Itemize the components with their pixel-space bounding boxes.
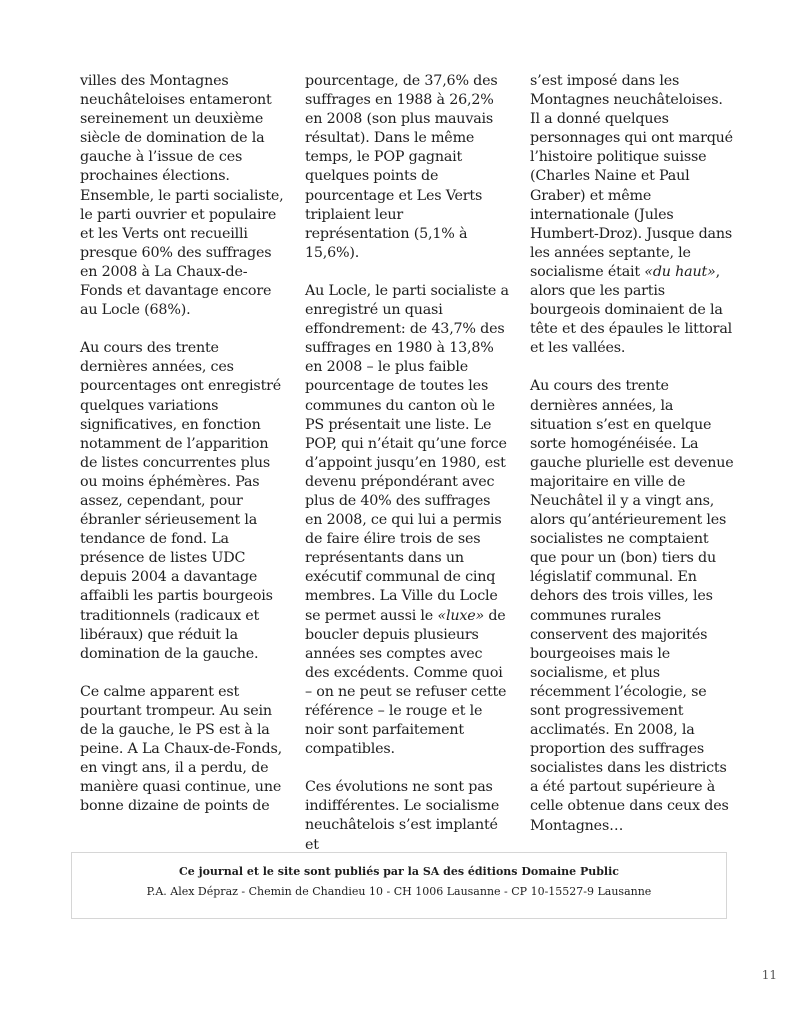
page-number: 11 <box>761 968 777 982</box>
text-run: Au cours des trente dernières années, ces pourcentages ont enregistré quelques variations significatives, en fonction notamment de l’apparition de listes concurrentes plus ou moins éphémères. Pas assez, cependant, pour ébranler sérieusement la tendance de fond. La présence de listes UDC depuis 2004 a davantage affaibli les partis bourgeois traditionnels (radicaux et libéraux) que réduit la domination de la gauche. <box>80 340 282 662</box>
text-run: pourcentage, de 37,6% des suffrages en 1988 à 26,2% en 2008 (son plus mauvais résultat). Dans le même temps, le POP gagnait quelques points de pourcentage et Les Verts triplaient leur représentation (5,1% à 15,6%). <box>305 73 498 261</box>
article-column-2 <box>305 72 509 874</box>
text-run: Ce calme apparent est pourtant trompeur. Au sein de la gauche, le PS est à la peine. A La Chaux-de-Fonds, en vingt ans, il a perdu, de manière quasi continue, une bonne dizaine de points de <box>80 683 282 815</box>
publisher-footer <box>71 852 727 919</box>
publisher-address: P.A. Alex Dépraz - Chemin de Chandieu 10 - CH 1006 Lausanne - CP 10-15527-9 Lausanne <box>146 885 652 898</box>
article-paragraph <box>305 72 509 263</box>
article-paragraph <box>80 72 284 320</box>
text-run: s’est imposé dans les Montagnes neuchâteloises. Il a donné quelques personnages qui ont marqué l’histoire politique suisse (Charles Naine et Paul Graber) et même internationale (Jules Humbert-Droz). Jusque dans les années septante, le socialisme était <box>530 73 733 280</box>
text-run: de boucler depuis plusieurs années ses comptes avec des excédents. Comme quoi – on ne peut se refuser cette référence – le rouge et le noir sont parfaitement compatibles. <box>305 607 507 758</box>
article-paragraph <box>305 282 509 759</box>
article-paragraph <box>80 339 284 664</box>
article-paragraph <box>530 377 734 835</box>
text-run: Ces évolutions ne sont pas indifférentes. Le socialisme neuchâtelois s’est implanté et <box>305 779 500 853</box>
text-run: Au cours des trente dernières années, la situation s’est en quelque sorte homogénéisée. La gauche plurielle est devenue majoritaire en ville de Neuchâtel il y a vingt ans, alors qu’antérieurement les socialistes ne comptaient que pour un (bon) tiers du législatif communal. En dehors des trois villes, les communes rurales conservent des majorités bourgeoises mais le socialisme, et plus récemment l’écologie, se sont progressivement acclimatés. En 2008, la proportion des suffrages socialistes dans les districts a été partout supérieure à celle obtenue dans ceux des Montagnes… <box>530 378 734 834</box>
article-paragraph <box>530 72 734 358</box>
text-run: , alors que les partis bourgeois dominaient de la tête et des épaules le littoral et les vallées. <box>530 263 733 357</box>
article-paragraph <box>80 683 284 817</box>
text-run: Au Locle, le parti socialiste a enregistré un quasi effondrement: de 43,7% des suffrages en 1980 à 13,8% en 2008 – le plus faible pourcentage de toutes les communes du canton où le PS présentait une liste. Le POP, qui n’était qu’une force d’appoint jusqu’en 1980, est devenu prépondérant avec plus de 40% des suffrages en 2008, ce qui lui a permis de faire élire trois de ses représentants dans un exécutif communal de cinq membres. La Ville du Locle se permet aussi le <box>305 282 509 624</box>
article-paragraph <box>305 778 509 854</box>
emphasis-text: «luxe» <box>437 607 485 624</box>
text-run: villes des Montagnes neuchâteloises entameront sereinement un deuxième siècle de domination de la gauche à l’issue de ces prochaines élections. Ensemble, le parti socialiste, le parti ouvrier et populaire et les Verts ont recueilli presque 60% des suffrages en 2008 à La Chaux-de-Fonds et davantage encore au Locle (68%). <box>80 73 284 319</box>
emphasis-text: «du haut» <box>644 263 716 280</box>
article-column-1 <box>80 72 284 835</box>
article-column-3 <box>530 72 734 855</box>
publisher-statement: Ce journal et le site sont publiés par la SA des éditions Domaine Public <box>179 865 619 878</box>
